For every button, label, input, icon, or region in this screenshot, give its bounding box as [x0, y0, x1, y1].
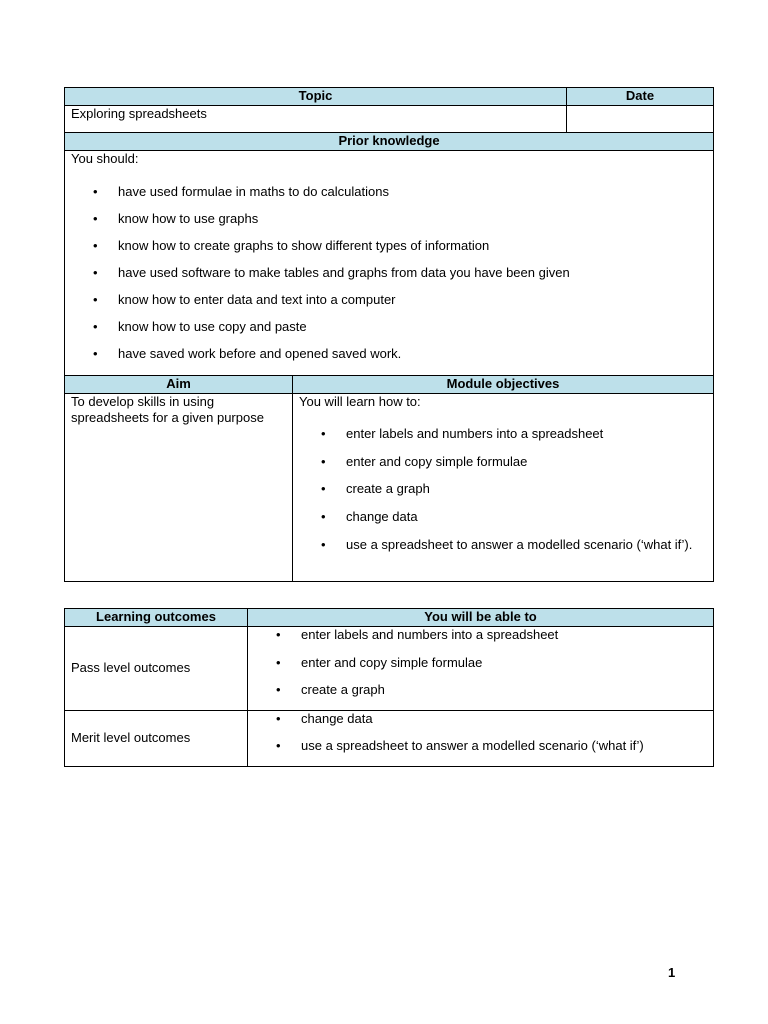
topic-header: Topic — [65, 88, 567, 106]
pass-level-list — [254, 627, 707, 698]
module-objectives-cell — [293, 394, 714, 582]
list-item: • know how to create graphs to show different types of information — [118, 238, 707, 254]
learning-outcomes-table — [64, 608, 714, 767]
list-item: • change data — [346, 509, 707, 525]
learning-outcomes-header: Learning outcomes — [65, 609, 248, 627]
prior-knowledge-header: Prior knowledge — [65, 133, 714, 151]
pass-level-label: Pass level outcomes — [65, 627, 248, 711]
aim-text: To develop skills in using spreadsheets for a given purpose — [65, 394, 293, 582]
list-item: • enter labels and numbers into a spreadsheet — [301, 627, 707, 643]
list-item: • have used formulae in maths to do calculations — [118, 184, 707, 200]
prior-knowledge-intro: You should: — [71, 151, 139, 166]
merit-level-list — [254, 711, 707, 755]
topic-value: Exploring spreadsheets — [65, 106, 567, 133]
date-header: Date — [567, 88, 714, 106]
list-item: • create a graph — [346, 481, 707, 497]
list-item: • enter and copy simple formulae — [346, 454, 707, 470]
list-item: • know how to use copy and paste — [118, 319, 707, 335]
prior-knowledge-list — [71, 184, 707, 362]
list-item: • enter labels and numbers into a spreadsheet — [346, 426, 707, 442]
page-number: 1 — [668, 965, 676, 980]
merit-level-label: Merit level outcomes — [65, 710, 248, 766]
module-overview-table — [64, 87, 714, 582]
date-value — [567, 106, 714, 133]
module-objectives-intro: You will learn how to: — [299, 394, 421, 409]
module-objectives-header: Module objectives — [293, 376, 714, 394]
you-will-be-able-to-header: You will be able to — [248, 609, 714, 627]
module-objectives-list — [299, 426, 707, 553]
list-item: • change data — [301, 711, 707, 727]
list-item: • have saved work before and opened saved work. — [118, 346, 707, 362]
list-item: • create a graph — [301, 682, 707, 698]
list-item: • know how to enter data and text into a computer — [118, 292, 707, 308]
prior-knowledge-cell — [65, 151, 714, 376]
list-item: • have used software to make tables and graphs from data you have been given — [118, 265, 707, 281]
pass-level-cell — [248, 627, 714, 711]
list-item: • use a spreadsheet to answer a modelled scenario (‘what if’) — [301, 738, 707, 754]
aim-header: Aim — [65, 376, 293, 394]
list-item: • enter and copy simple formulae — [301, 655, 707, 671]
list-item: • use a spreadsheet to answer a modelled scenario (‘what if’). — [346, 537, 707, 553]
merit-level-cell — [248, 710, 714, 766]
list-item: • know how to use graphs — [118, 211, 707, 227]
